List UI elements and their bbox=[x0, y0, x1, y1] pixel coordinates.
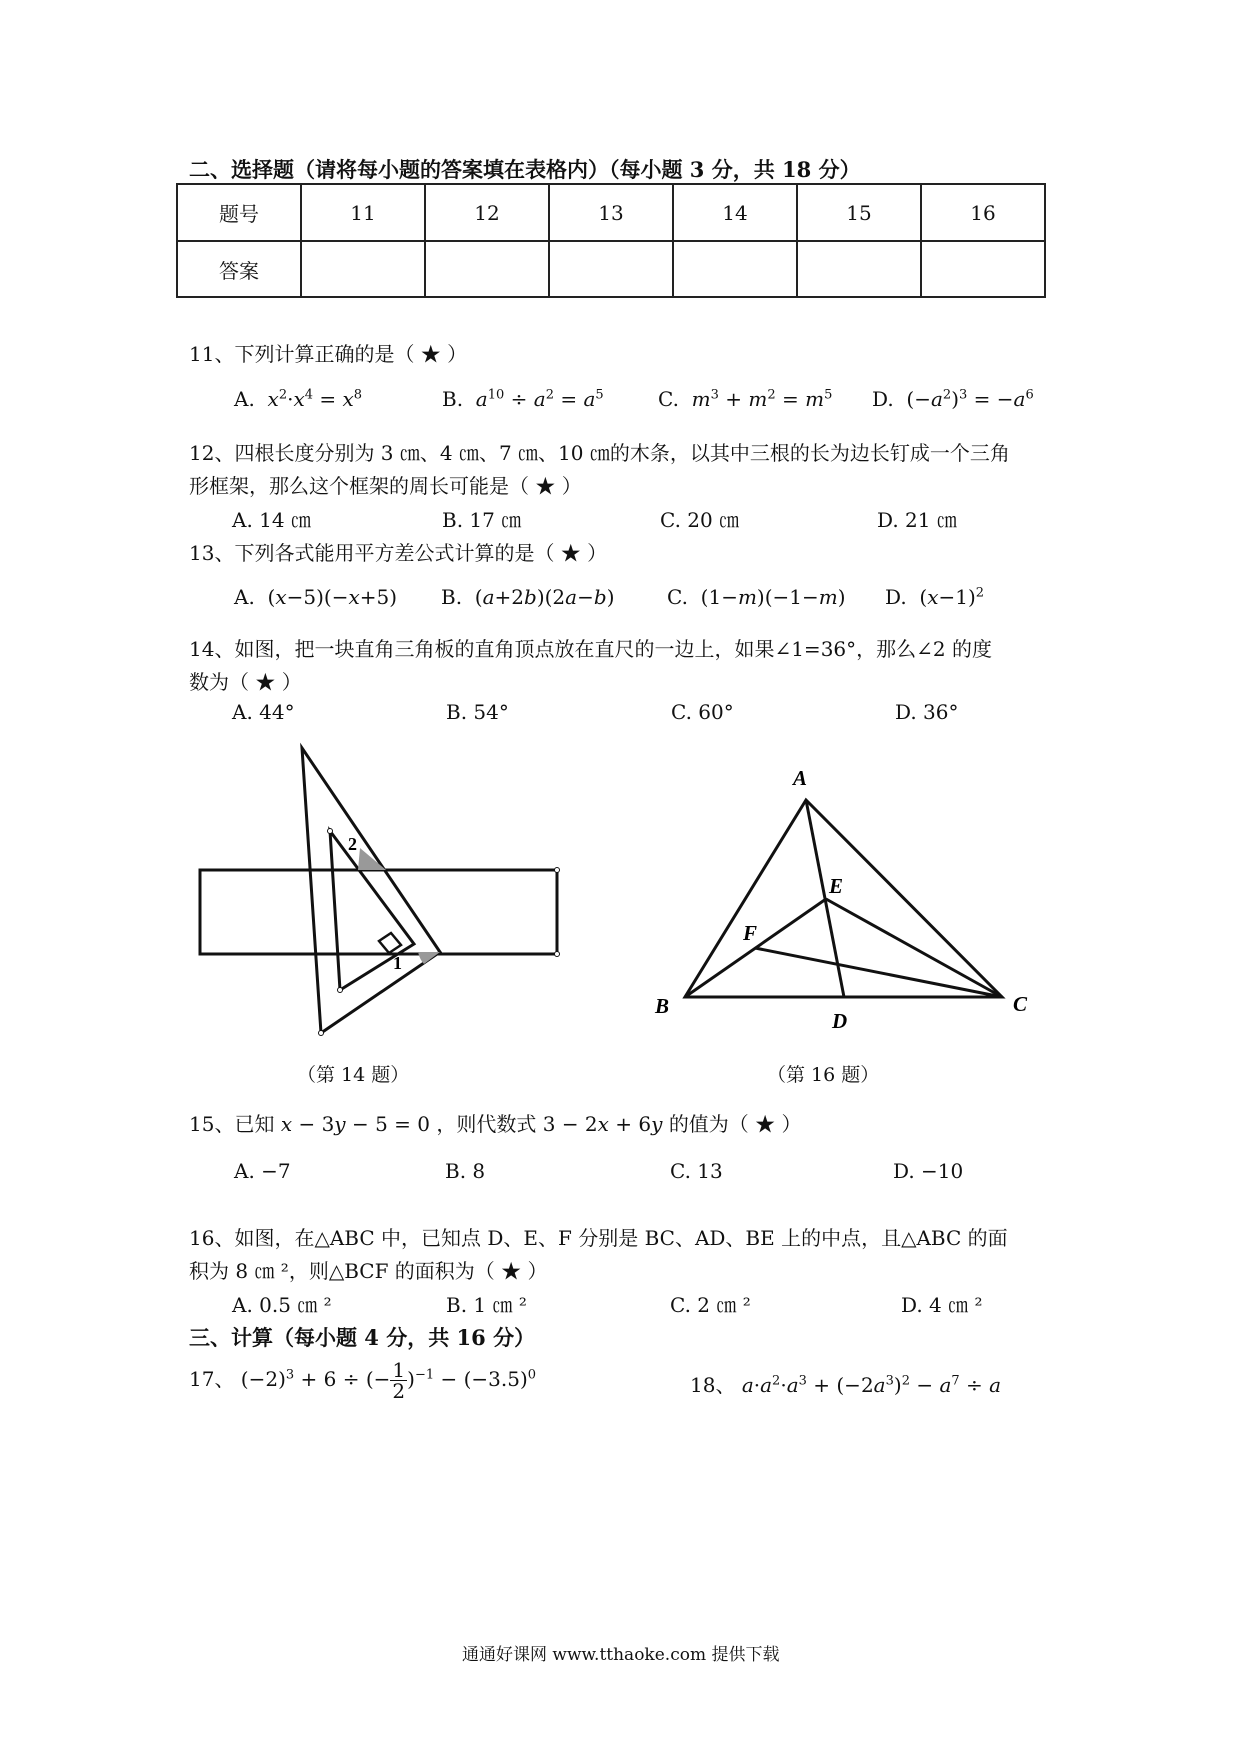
q16-option-d: D. 4 ㎝ ² bbox=[901, 1293, 983, 1317]
option-letter: A. bbox=[234, 585, 255, 609]
q11-option-c: C. $m^3 + m^2 = m^5$ bbox=[658, 387, 833, 411]
q11-option-b: B. $a^{10} \div a^2 = a^5$ bbox=[442, 387, 604, 411]
q13-stem: 13、下列各式能用平方差公式计算的是（ ★ ） bbox=[189, 541, 608, 565]
q12-stem-line2: 形框架，那么这个框架的周长可能是（ ★ ） bbox=[189, 474, 582, 498]
option-letter: D. bbox=[885, 585, 907, 609]
q12-option-a: A. 14 ㎝ bbox=[232, 508, 311, 532]
segment-fc bbox=[755, 948, 1002, 997]
answer-cell[interactable] bbox=[797, 241, 921, 297]
angle-1-shade bbox=[418, 952, 440, 964]
vertex-label-a: A bbox=[793, 766, 808, 790]
question-number-cell: 11 bbox=[301, 184, 425, 241]
fraction-one-half: $\frac{1}{2}$ bbox=[392, 1358, 406, 1403]
q16-stem-line1: 16、如图，在△ABC 中，已知点 D、E、F 分别是 BC、AD、BE 上的中点，且△ABC 的面 bbox=[189, 1226, 1008, 1250]
angle-1-label: 1 bbox=[393, 953, 402, 973]
right-angle-mark bbox=[379, 933, 401, 953]
q12-stem-line1: 12、四根长度分别为 3 ㎝、4 ㎝、7 ㎝、10 ㎝的木条，以其中三根的长为边长钉成一个三角 bbox=[189, 441, 1010, 465]
q14-option-a: A. 44° bbox=[232, 700, 295, 724]
q15-option-c: C. 13 bbox=[670, 1159, 723, 1183]
q18-label: 18、 bbox=[690, 1373, 736, 1397]
answer-cell[interactable] bbox=[549, 241, 673, 297]
answer-cell[interactable] bbox=[921, 241, 1045, 297]
q16-stem-line2: 积为 8 ㎝ ²，则△BCF 的面积为（ ★ ） bbox=[189, 1259, 548, 1283]
page-footer: 通通好课网 www.tthaoke.com 提供下载 bbox=[462, 1645, 780, 1665]
q18-expression: 18、 $a\cdot a^2\cdot a^3 + (-2a^3)^2 - a^7 \div a$ bbox=[690, 1373, 1002, 1397]
figure-14-caption: （第 14 题） bbox=[297, 1064, 410, 1086]
vertex-label-b: B bbox=[655, 994, 670, 1018]
option-letter: D. bbox=[872, 387, 894, 411]
segment-ec bbox=[826, 899, 1002, 997]
question-number-cell: 12 bbox=[425, 184, 549, 241]
q15-stem-mid: ，则代数式 bbox=[436, 1112, 537, 1136]
table-row-answers bbox=[177, 241, 1045, 297]
q16-option-a: A. 0.5 ㎝ ² bbox=[232, 1293, 332, 1317]
figure-14-ruler-triangle bbox=[190, 735, 570, 1045]
table-header-cell: 题号 bbox=[177, 184, 301, 241]
q16-option-b: B. 1 ㎝ ² bbox=[446, 1293, 527, 1317]
option-letter: B. bbox=[442, 387, 464, 411]
q14-option-b: B. 54° bbox=[446, 700, 509, 724]
set-square-outer bbox=[302, 748, 440, 1033]
option-letter: C. bbox=[658, 387, 679, 411]
q13-option-d: D. $(x-1)^2$ bbox=[885, 585, 985, 609]
table-row-numbers bbox=[177, 184, 1045, 241]
question-number-cell: 13 bbox=[549, 184, 673, 241]
vertex-label-c: C bbox=[1013, 992, 1028, 1016]
answer-cell[interactable] bbox=[673, 241, 797, 297]
q11-stem: 11、下列计算正确的是（ ★ ） bbox=[189, 342, 468, 366]
q16-option-c: C. 2 ㎝ ² bbox=[670, 1293, 751, 1317]
section-2-heading: 二、选择题（请将每小题的答案填在表格内）（每小题 3 分，共 18 分） bbox=[189, 157, 861, 182]
option-letter: C. bbox=[667, 585, 688, 609]
q12-option-c: C. 20 ㎝ bbox=[660, 508, 740, 532]
question-number-cell: 15 bbox=[797, 184, 921, 241]
option-letter: B. bbox=[441, 585, 463, 609]
q14-stem-line2: 数为（ ★ ） bbox=[189, 670, 302, 694]
q12-option-b: B. 17 ㎝ bbox=[442, 508, 522, 532]
q14-option-d: D. 36° bbox=[895, 700, 959, 724]
q14-option-c: C. 60° bbox=[671, 700, 734, 724]
q15-option-b: B. 8 bbox=[445, 1159, 486, 1183]
q15-stem: 15、已知 x − 3y − 5 = 0 ，则代数式 3 − 2x + 6y 的值为（ ★ ） bbox=[189, 1112, 802, 1136]
question-number-cell: 16 bbox=[921, 184, 1045, 241]
q15-stem-prefix: 15、已知 bbox=[189, 1112, 275, 1136]
option-letter: A. bbox=[234, 387, 255, 411]
answer-table bbox=[176, 183, 1046, 298]
answer-cell[interactable] bbox=[301, 241, 425, 297]
q17-expression: 17、 $(-2)^3 + 6$ ÷ (− $\frac{1}{2}$ )$^{-1} - (-3.5)^0$ bbox=[189, 1358, 537, 1403]
point-label-f: F bbox=[743, 921, 758, 945]
point-label-e: E bbox=[829, 874, 844, 898]
q13-option-a: A. (x−5)(−x+5) bbox=[234, 585, 398, 609]
q11-option-d: D. $(-a^2)^3 = -a^6$ bbox=[872, 387, 1034, 411]
q12-option-d: D. 21 ㎝ bbox=[877, 508, 957, 532]
triangle-abc bbox=[685, 800, 1002, 997]
q17-label: 17、 bbox=[189, 1367, 235, 1391]
point-label-d: D bbox=[832, 1009, 848, 1033]
q15-stem-suffix: 的值为（ ★ ） bbox=[668, 1112, 802, 1136]
q13-option-b: B. (a+2b)(2a−b) bbox=[441, 585, 615, 609]
q15-option-d: D. −10 bbox=[893, 1159, 964, 1183]
table-header-cell: 答案 bbox=[177, 241, 301, 297]
q13-option-c: C. (1−m)(−1−m) bbox=[667, 585, 846, 609]
q15-option-a: A. −7 bbox=[234, 1159, 291, 1183]
question-number-cell: 14 bbox=[673, 184, 797, 241]
answer-cell[interactable] bbox=[425, 241, 549, 297]
angle-2-label: 2 bbox=[348, 834, 357, 854]
q11-option-a: A. $x^2\cdot x^4 = x^8$ bbox=[234, 387, 363, 411]
figure-16-triangle-abc bbox=[650, 760, 1050, 1035]
q14-stem-line1: 14、如图，把一块直角三角板的直角顶点放在直尺的一边上，如果∠1=36°，那么∠2 的度 bbox=[189, 637, 992, 661]
figure-16-caption: （第 16 题） bbox=[767, 1064, 880, 1086]
section-3-heading: 三、计算（每小题 4 分，共 16 分） bbox=[189, 1325, 536, 1350]
